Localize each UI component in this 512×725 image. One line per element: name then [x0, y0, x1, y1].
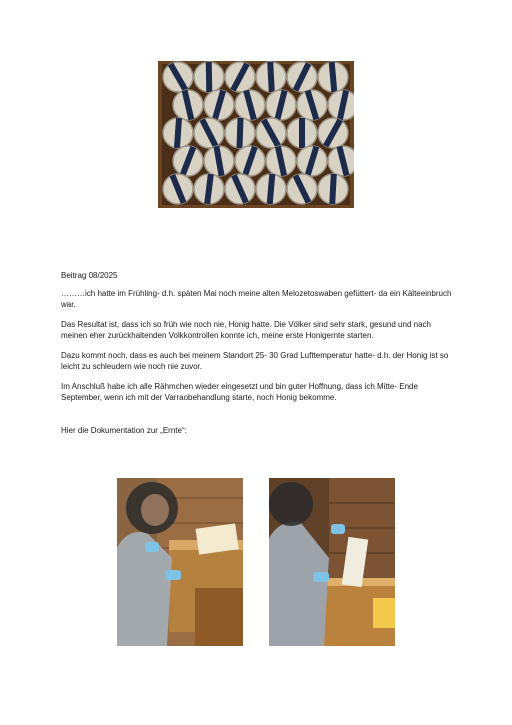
documentation-intro: Hier die Dokumentation zur „Ernte“: [61, 426, 187, 435]
paragraph-3: Dazu kommt noch, dass es auch bei meinem Standort 25- 30 Grad Lufttemperatur hatte- d.h. der Honig ist so leicht zu schleudern wie noch nie zuvor. [61, 351, 449, 371]
jar-seal-band [236, 118, 243, 148]
jar-seal-band [206, 62, 213, 92]
jar-seal-band [299, 118, 305, 148]
paragraph-4: Im Anschluß habe ich alle Rähmchen wieder eingesetzt und bin guter Hoffnung, dass ich Mitte- Ende September, wenn ich mit der Varraobehandlung starte, noch Honig bekomme. [61, 382, 418, 402]
article-text [61, 270, 456, 445]
article-heading: Beitrag 08/2025 [61, 271, 118, 280]
beekeeper-photo-1 [117, 478, 243, 646]
paragraph-1: ………ich hatte im Frühling- d.h. späten Mai noch meine alten Melozetoswaben gefüttert- da ein Kälteeinbruch war. [61, 289, 452, 309]
honey-jars-photo [158, 61, 354, 208]
beekeeper-photo-2 [269, 478, 395, 646]
paragraph-2: Das Resultat ist, dass ich so früh wie noch nie, Honig hatte. Die Völker sind sehr stark, gesund und nach meinen eher zurückhaltenden Volkkontrollen konnte ich, meine erste Honigernte starten. [61, 320, 431, 340]
